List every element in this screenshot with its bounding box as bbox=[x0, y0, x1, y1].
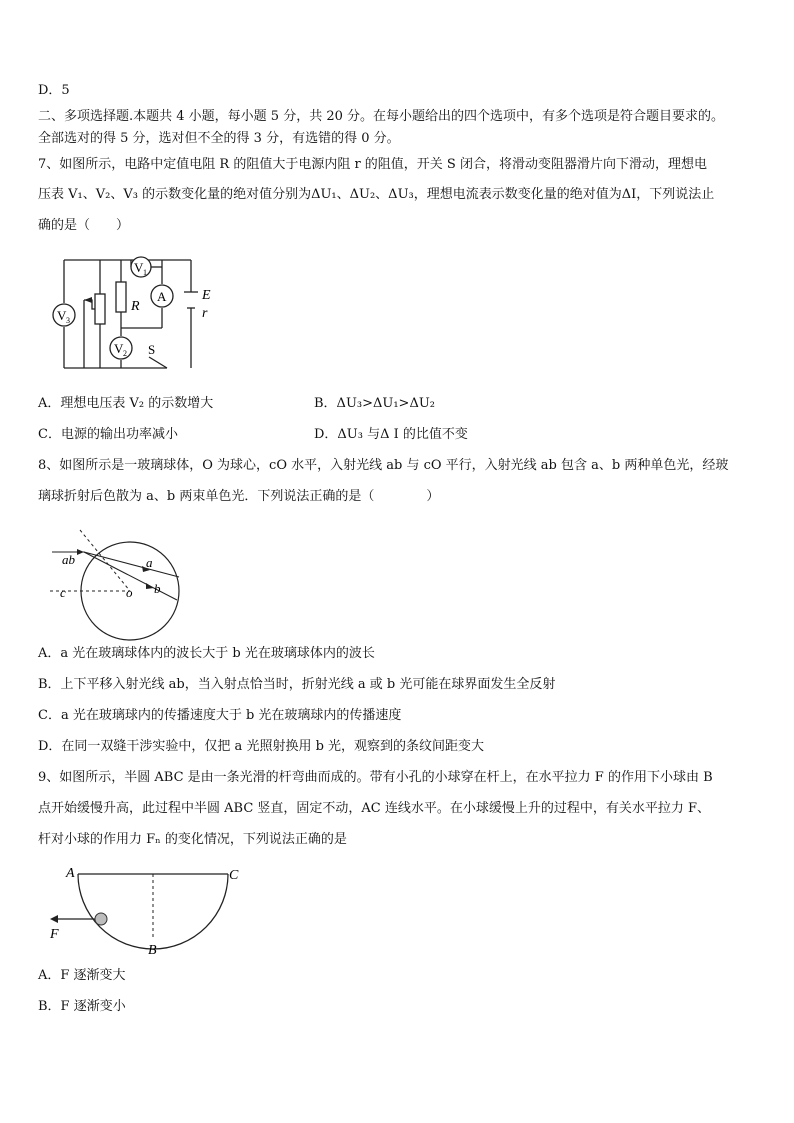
q7-option-a: A．理想电压表 V₂ 的示数增大 bbox=[38, 396, 214, 411]
q9-option-b: B．F 逐渐变小 bbox=[38, 999, 126, 1014]
q9-semicircle-rod-diagram bbox=[44, 862, 254, 958]
point-c-label: c bbox=[60, 585, 66, 600]
v2-subscript: 2 bbox=[123, 349, 127, 358]
center-o-label: o bbox=[126, 585, 133, 600]
point-a-label: A bbox=[66, 866, 75, 881]
q7-option-d: D．ΔU₃ 与Δ I 的比值不变 bbox=[314, 427, 468, 442]
v2-label: V bbox=[114, 341, 124, 356]
q7-stem-line3: 确的是（ ） bbox=[38, 218, 130, 233]
ray-ab-label: ab bbox=[62, 552, 75, 567]
internal-resistance-label: r bbox=[202, 306, 208, 321]
q8-option-a: A．a 光在玻璃球体内的波长大于 b 光在玻璃球体内的波长 bbox=[38, 646, 375, 661]
switch-label: S bbox=[148, 342, 156, 357]
q7-option-b: B．ΔU₃>ΔU₁>ΔU₂ bbox=[314, 396, 436, 411]
emf-label: E bbox=[202, 288, 211, 303]
q8-glass-sphere-diagram bbox=[50, 527, 190, 642]
v3-label: V bbox=[57, 308, 67, 323]
point-b-label: B bbox=[148, 943, 157, 958]
q9-stem-line2: 点开始缓慢升高，此过程中半圆 ABC 竖直，固定不动，AC 连线水平。在小球缓慢上升的过程中，有关水平拉力 F、 bbox=[38, 801, 711, 816]
ray-b-label: b bbox=[154, 581, 161, 596]
q9-stem-line1: 9、如图所示，半圆 ABC 是由一条光滑的杆弯曲而成的。带有小孔的小球穿在杆上，在水平拉力 F 的作用下小球由 B bbox=[38, 770, 713, 785]
v1-subscript: 1 bbox=[143, 268, 147, 277]
q8-option-d: D．在同一双缝干涉实验中，仅把 a 光照射换用 b 光，观察到的条纹间距变大 bbox=[38, 739, 485, 754]
q7-stem-line2: 压表 V₁、V₂、V₃ 的示数变化量的绝对值分别为ΔU₁、ΔU₂、ΔU₃，理想电流表示数变化量的绝对值为ΔI，下列说法止 bbox=[38, 187, 715, 202]
resistor-r-label: R bbox=[131, 299, 140, 314]
ammeter-label: A bbox=[157, 289, 167, 304]
q9-option-a: A．F 逐渐变大 bbox=[38, 968, 126, 983]
section2-note: 全部选对的得 5 分，选对但不全的得 3 分，有选错的得 0 分。 bbox=[38, 131, 400, 146]
point-c-label: C bbox=[229, 868, 239, 883]
q9-stem-line3: 杆对小球的作用力 Fₙ 的变化情况，下列说法正确的是 bbox=[38, 832, 347, 847]
v3-subscript: 3 bbox=[66, 316, 70, 325]
q7-option-c: C．电源的输出功率减小 bbox=[38, 427, 178, 442]
q7-stem-line1: 7、如图所示，电路中定值电阻 R 的阻值大于电源内阻 r 的阻值，开关 S 闭合，将滑动变阻器滑片向下滑动，理想电 bbox=[38, 157, 707, 172]
prev-option-d: D．5 bbox=[38, 83, 70, 98]
q8-stem-line2: 璃球折射后色散为 a、b 两束单色光．下列说法正确的是（ ） bbox=[38, 489, 440, 504]
q8-stem-line1: 8、如图所示是一玻璃球体，O 为球心，cO 水平，入射光线 ab 与 cO 平行，入射光线 ab 包含 a、b 两种单色光，经玻 bbox=[38, 458, 729, 473]
force-f-label: F bbox=[50, 927, 59, 942]
section2-heading: 二、多项选择题.本题共 4 小题，每小题 5 分，共 20 分。在每小题给出的四个选项中，有多个选项是符合题目要求的。 bbox=[38, 109, 725, 124]
q7-circuit-diagram bbox=[48, 250, 220, 374]
ray-a-label: a bbox=[146, 555, 153, 570]
q8-option-b: B．上下平移入射光线 ab，当入射点恰当时，折射光线 a 或 b 光可能在球界面发生全反射 bbox=[38, 677, 556, 692]
q8-option-c: C．a 光在玻璃球内的传播速度大于 b 光在玻璃球内的传播速度 bbox=[38, 708, 402, 723]
v1-label: V bbox=[134, 260, 144, 275]
